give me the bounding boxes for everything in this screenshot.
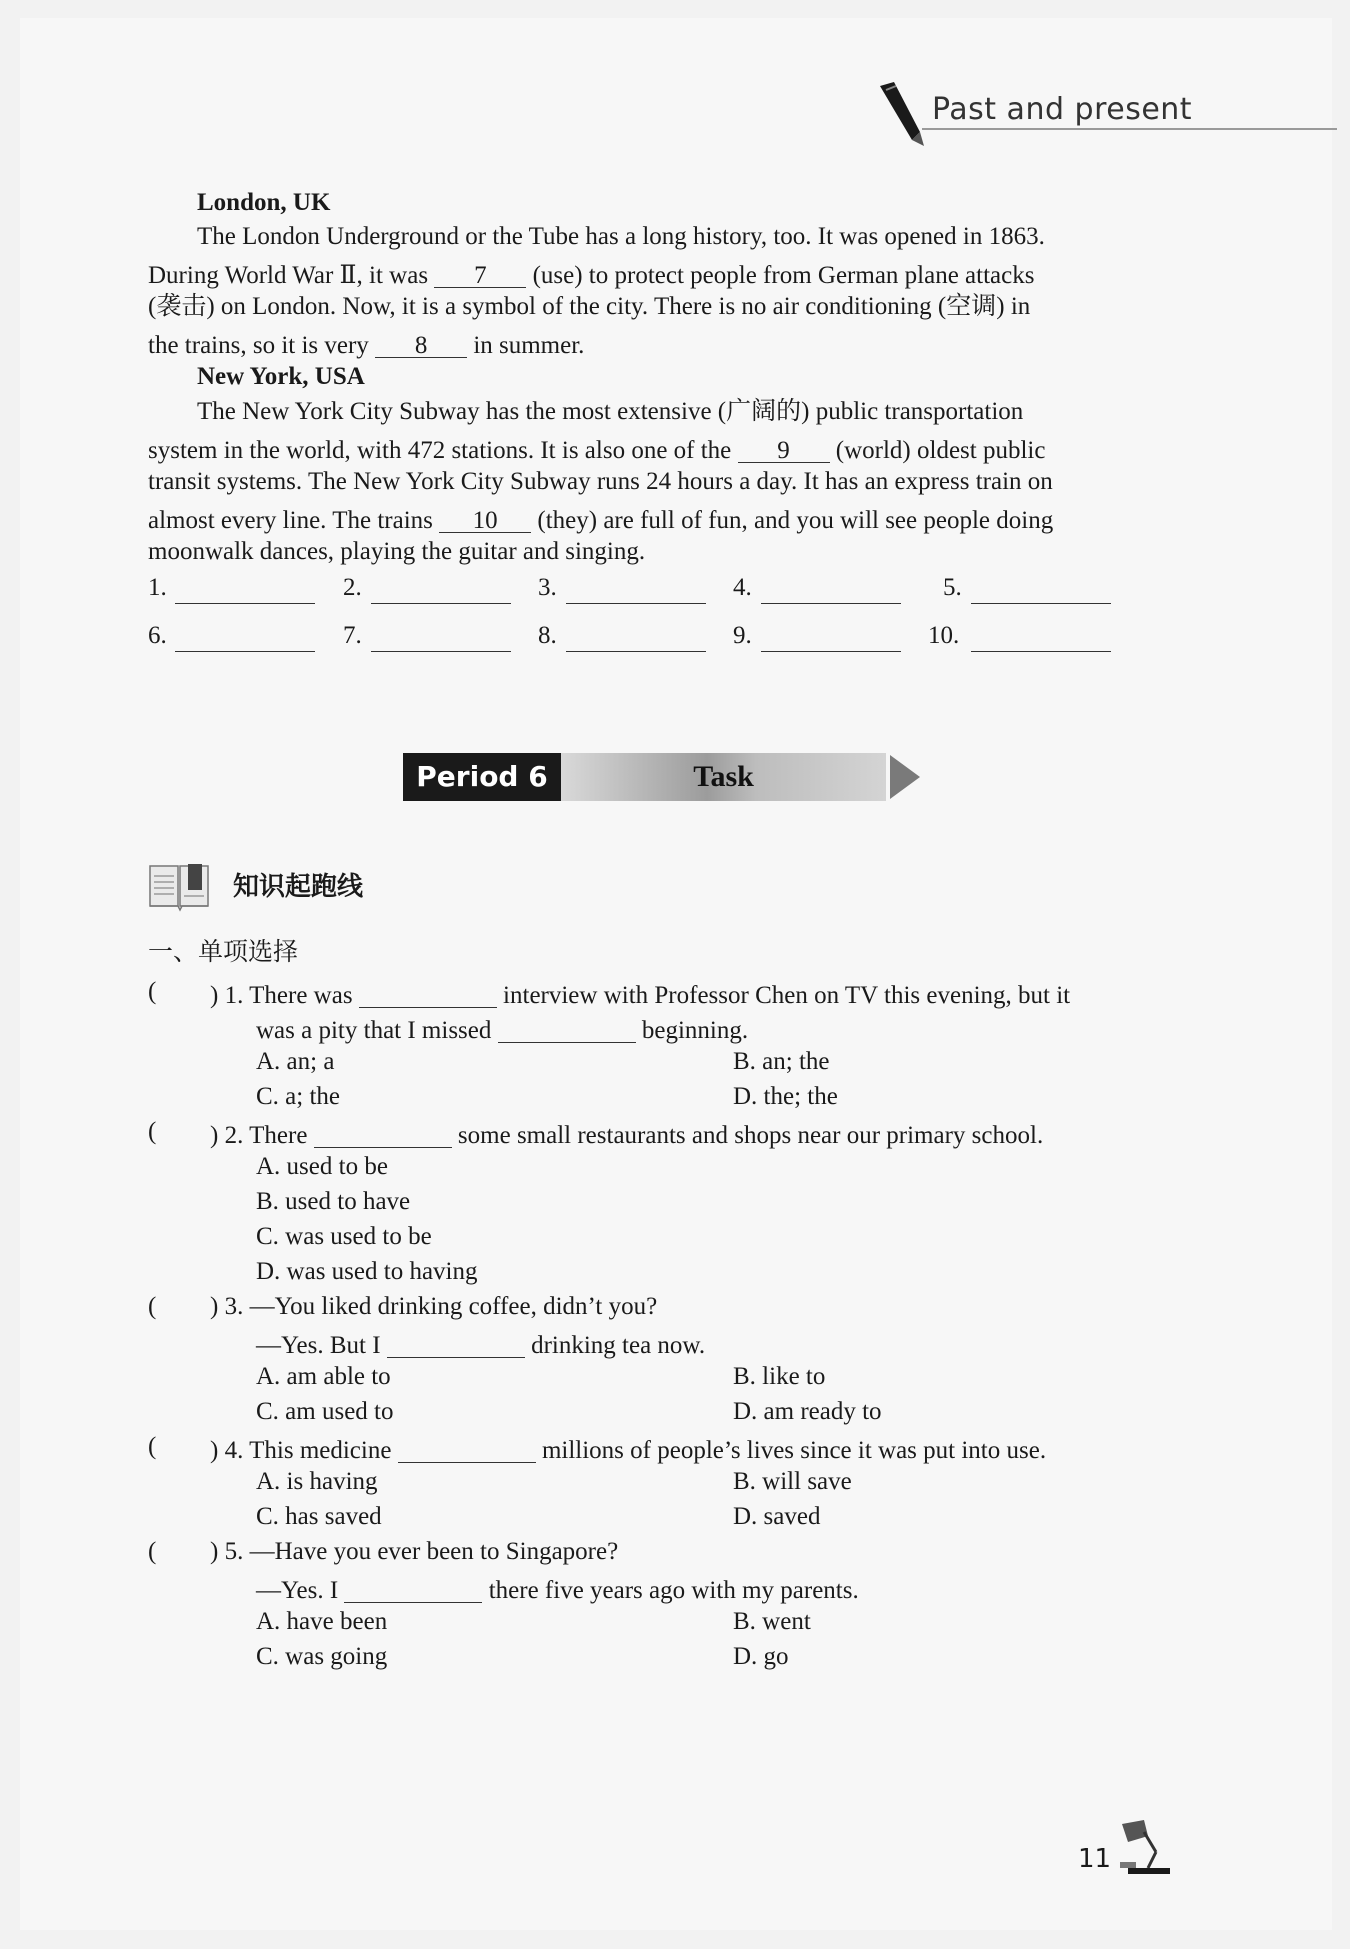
q4-option-c[interactable]: C. has saved [256,1503,382,1530]
q4-stem-a: ) 4. This medicine [210,1437,392,1464]
ny-line-2a: system in the world, with 472 stations. It is also one of the [148,437,732,464]
q5-paren[interactable]: ( [148,1538,157,1565]
q1-paren[interactable]: ( [148,978,157,1005]
q2-stem-a: ) 2. There [210,1122,308,1149]
q3-stem-b: drinking tea now. [531,1332,706,1359]
answer-10-label: 10. [928,622,960,649]
arrow-right-icon [890,755,920,799]
q5-option-d[interactable]: D. go [733,1643,789,1670]
q5-stem-b: there five years ago with my parents. [488,1577,859,1604]
ny-line-3: transit systems. The New York City Subway runs 24 hours a day. It has an express train on [148,468,1053,495]
desk-lamp-icon [1118,1818,1174,1876]
answer-5-line[interactable] [971,603,1111,604]
q2-line-1 [210,1119,1043,1148]
q4-option-b[interactable]: B. will save [733,1468,852,1495]
pen-icon [872,80,932,150]
blank-7[interactable]: 7 [434,259,526,288]
q3-line-2 [256,1329,705,1358]
q2-stem-b: some small restaurants and shops near our primary school. [457,1122,1044,1149]
ny-line-2b: (world) oldest public [835,437,1046,464]
q5-line-2 [256,1574,859,1603]
q3-paren[interactable]: ( [148,1293,157,1320]
answer-6-label: 6. [148,622,167,649]
answer-9-label: 9. [733,622,752,649]
ny-line-4 [148,504,1053,533]
answer-1-line[interactable] [175,603,315,604]
page-number: 11 [1078,1844,1112,1874]
answer-3-label: 3. [538,574,557,601]
book-icon [148,862,212,912]
q4-option-d[interactable]: D. saved [733,1503,821,1530]
q5-option-a[interactable]: A. have been [256,1608,388,1635]
header-divider [922,128,1337,130]
q5-stem-a: —Yes. I [256,1577,339,1604]
q4-option-a[interactable]: A. is having [256,1468,378,1495]
ny-line-4b: (they) are full of fun, and you will see people doing [537,507,1054,534]
london-line-2b: (use) to protect people from German plane attacks [532,262,1035,289]
london-line-4a: the trains, so it is very [148,332,369,359]
q5-option-c[interactable]: C. was going [256,1643,388,1670]
ny-line-4a: almost every line. The trains [148,507,433,534]
q2-blank[interactable] [314,1119,452,1148]
q5-blank[interactable] [344,1574,482,1603]
answer-8-line[interactable] [566,651,706,652]
q1-option-b[interactable]: B. an; the [733,1048,830,1075]
q1-stem-d: beginning. [641,1017,749,1044]
section-title: 知识起跑线 [233,872,364,902]
answer-1-label: 1. [148,574,167,601]
london-line-4 [148,329,584,358]
answer-9-line[interactable] [761,651,901,652]
answer-5-label: 5. [943,574,962,601]
ny-line-5: moonwalk dances, playing the guitar and singing. [148,538,646,565]
london-heading: London, UK [197,189,331,216]
answer-4-label: 4. [733,574,752,601]
answer-4-line[interactable] [761,603,901,604]
answer-7-label: 7. [343,622,362,649]
q1-blank-1[interactable] [359,979,497,1008]
london-line-4b: in summer. [473,332,585,359]
ny-line-1: The New York City Subway has the most extensive (广阔的) public transportation [197,398,1024,425]
q1-option-a[interactable]: A. an; a [256,1048,335,1075]
answer-8-label: 8. [538,622,557,649]
answer-7-line[interactable] [371,651,511,652]
q2-option-b[interactable]: B. used to have [256,1188,411,1215]
q1-option-d[interactable]: D. the; the [733,1083,838,1110]
q4-paren[interactable]: ( [148,1433,157,1460]
q2-option-a[interactable]: A. used to be [256,1153,388,1180]
answer-10-line[interactable] [971,651,1111,652]
answer-6-line[interactable] [175,651,315,652]
q4-blank[interactable] [398,1434,536,1463]
q5-line-1: ) 5. —Have you ever been to Singapore? [210,1538,619,1565]
blank-9[interactable]: 9 [738,434,830,463]
answer-2-label: 2. [343,574,362,601]
london-line-2a: During World War Ⅱ, it was [148,262,429,289]
q1-line-1 [210,979,1070,1008]
blank-8[interactable]: 8 [375,329,467,358]
q4-stem-b: millions of people’s lives since it was put into use. [541,1437,1047,1464]
q3-option-b[interactable]: B. like to [733,1363,826,1390]
q1-stem-c: was a pity that I missed [256,1017,492,1044]
q2-option-d[interactable]: D. was used to having [256,1258,478,1285]
ny-line-2 [148,434,1045,463]
london-line-2 [148,259,1034,288]
q2-option-c[interactable]: C. was used to be [256,1223,432,1250]
q1-blank-2[interactable] [498,1014,636,1043]
q3-option-d[interactable]: D. am ready to [733,1398,882,1425]
q1-line-2 [256,1014,748,1043]
q3-option-a[interactable]: A. am able to [256,1363,391,1390]
section-subtitle: 一、单项选择 [148,937,299,966]
answer-3-line[interactable] [566,603,706,604]
q1-stem-b: interview with Professor Chen on TV this evening, but it [503,982,1071,1009]
task-label: Task [561,753,886,801]
q2-paren[interactable]: ( [148,1118,157,1145]
q3-stem-a: —Yes. But I [256,1332,381,1359]
ny-heading: New York, USA [197,363,365,390]
q1-option-c[interactable]: C. a; the [256,1083,341,1110]
london-line-3: (袭击) on London. Now, it is a symbol of the city. There is no air conditioning (空调) in [148,293,1031,320]
q1-stem-a: ) 1. There was [210,982,353,1009]
q3-option-c[interactable]: C. am used to [256,1398,394,1425]
header-title: Past and present [932,92,1193,127]
q4-line-1 [210,1434,1046,1463]
blank-10[interactable]: 10 [439,504,531,533]
london-line-1: The London Underground or the Tube has a long history, too. It was opened in 1863. [197,223,1045,250]
answer-2-line[interactable] [371,603,511,604]
q3-blank[interactable] [387,1329,525,1358]
q3-line-1: ) 3. —You liked drinking coffee, didn’t you? [210,1293,658,1320]
period-label: Period 6 [403,753,561,801]
q5-option-b[interactable]: B. went [733,1608,811,1635]
